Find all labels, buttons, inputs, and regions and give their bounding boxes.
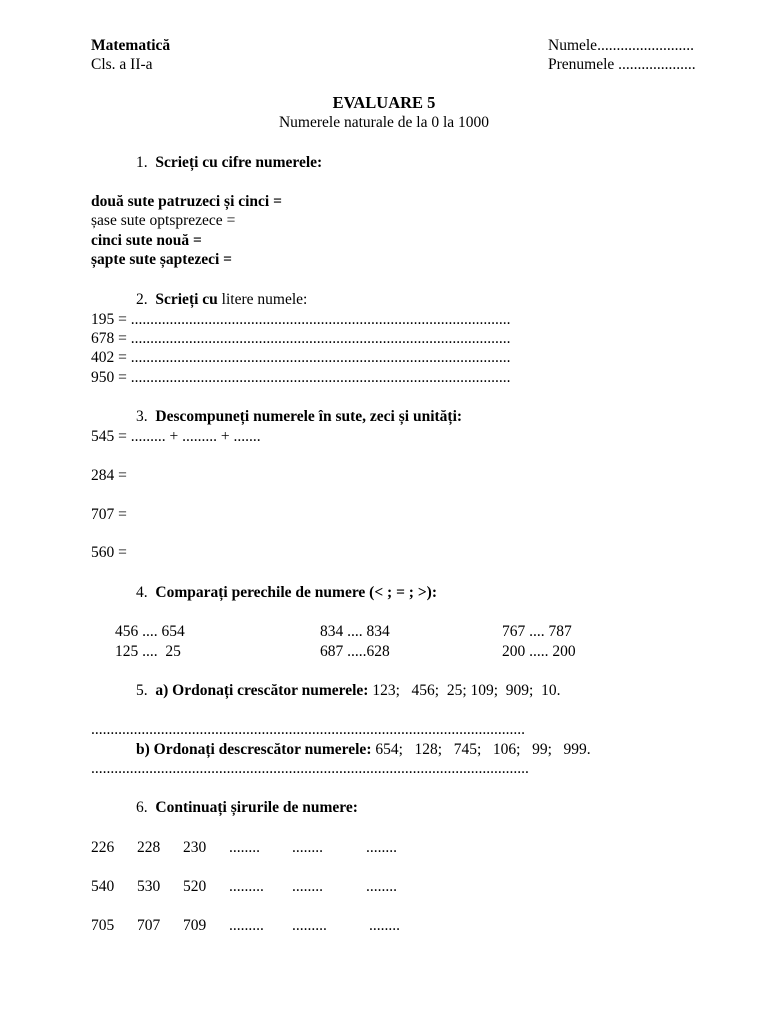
exercise-3-number: 3. <box>136 408 148 425</box>
sequence-blank: ........ <box>366 878 397 895</box>
exercise-5a-answer-line: ................................................................................................................ <box>91 721 525 738</box>
exercise-2-title-rest: litere numele: <box>217 291 308 308</box>
exercise-5a <box>136 681 561 700</box>
subject-label: Matematică <box>91 37 171 54</box>
exercise-2-heading <box>136 290 307 309</box>
exercise-5b-label: b) Ordonați descrescător numerele: <box>136 741 372 758</box>
exercise-2-line: 950 = .................................................................................................. <box>91 369 511 386</box>
sequence-term: 230 <box>183 839 207 856</box>
sequence-term: 530 <box>137 878 161 895</box>
exercise-6-title: Continuați șirurile de numere: <box>155 799 358 816</box>
exercise-5-number: 5. <box>136 682 148 699</box>
exercise-1-heading <box>136 153 322 172</box>
exercise-3-item: 545 = ......... + ......... + ....... <box>91 428 261 445</box>
surname-field: Prenumele .................... <box>548 56 696 73</box>
exercise-2-title-bold: Scrieți cu <box>155 291 218 308</box>
exercise-1-item: cinci sute nouă = <box>91 232 202 249</box>
exercise-5b-numbers: 654; 128; 745; 106; 99; 999. <box>371 741 591 758</box>
exercise-1-item: șase sute optsprezece = <box>91 212 236 229</box>
sequence-blank: ........ <box>292 839 323 856</box>
exercise-2-line: 195 = .................................................................................................. <box>91 311 511 328</box>
comparison-pair: 125 .... 25 <box>115 643 181 660</box>
class-label: Cls. a II-a <box>91 56 153 73</box>
exercise-3-heading <box>136 407 462 426</box>
sequence-blank: ........ <box>366 839 397 856</box>
exercise-2-number: 2. <box>136 291 148 308</box>
sequence-blank: ........ <box>229 839 260 856</box>
exercise-4-number: 4. <box>136 584 148 601</box>
sequence-blank: ......... <box>229 917 264 934</box>
page-subtitle: Numerele naturale de la 0 la 1000 <box>278 114 490 131</box>
exercise-1-number: 1. <box>136 154 148 171</box>
sequence-term: 709 <box>183 917 207 934</box>
comparison-pair: 834 .... 834 <box>320 623 390 640</box>
exercise-1-item: șapte sute șaptezeci = <box>91 251 232 268</box>
exercise-3-item: 560 = <box>91 544 127 561</box>
exercise-1-title: Scrieți cu cifre numerele: <box>155 154 323 171</box>
comparison-pair: 767 .... 787 <box>502 623 572 640</box>
exercise-5b-answer-line: ................................................................................................................. <box>91 760 529 777</box>
exercise-5a-numbers: 123; 456; 25; 109; 909; 10. <box>368 682 561 699</box>
comparison-pair: 456 .... 654 <box>115 623 185 640</box>
exercise-3-item: 707 = <box>91 506 127 523</box>
sequence-blank: ......... <box>292 917 327 934</box>
sequence-term: 707 <box>137 917 161 934</box>
page-title: EVALUARE 5 <box>332 93 436 112</box>
exercise-5b <box>136 740 591 759</box>
sequence-term: 520 <box>183 878 207 895</box>
exercise-6-number: 6. <box>136 799 148 816</box>
exercise-4-title: Comparați perechile de numere (< ; = ; >): <box>155 584 437 601</box>
exercise-5a-label: a) Ordonați crescător numerele: <box>155 682 369 699</box>
exercise-4-heading <box>136 583 437 602</box>
comparison-pair: 687 .....628 <box>320 643 390 660</box>
comparison-pair: 200 ..... 200 <box>502 643 576 660</box>
sequence-term: 228 <box>137 839 161 856</box>
sequence-blank: ......... <box>229 878 264 895</box>
exercise-3-title: Descompuneți numerele în sute, zeci și unități: <box>155 408 463 425</box>
exercise-6-heading <box>136 798 358 817</box>
sequence-blank: ........ <box>369 917 400 934</box>
exercise-2-line: 678 = .................................................................................................. <box>91 330 511 347</box>
sequence-blank: ........ <box>292 878 323 895</box>
sequence-term: 540 <box>91 878 115 895</box>
exercise-3-item: 284 = <box>91 467 127 484</box>
name-field: Numele......................... <box>548 37 694 54</box>
sequence-term: 226 <box>91 839 115 856</box>
sequence-term: 705 <box>91 917 115 934</box>
exercise-2-line: 402 = .................................................................................................. <box>91 349 511 366</box>
exercise-1-item: două sute patruzeci și cinci = <box>91 193 282 210</box>
